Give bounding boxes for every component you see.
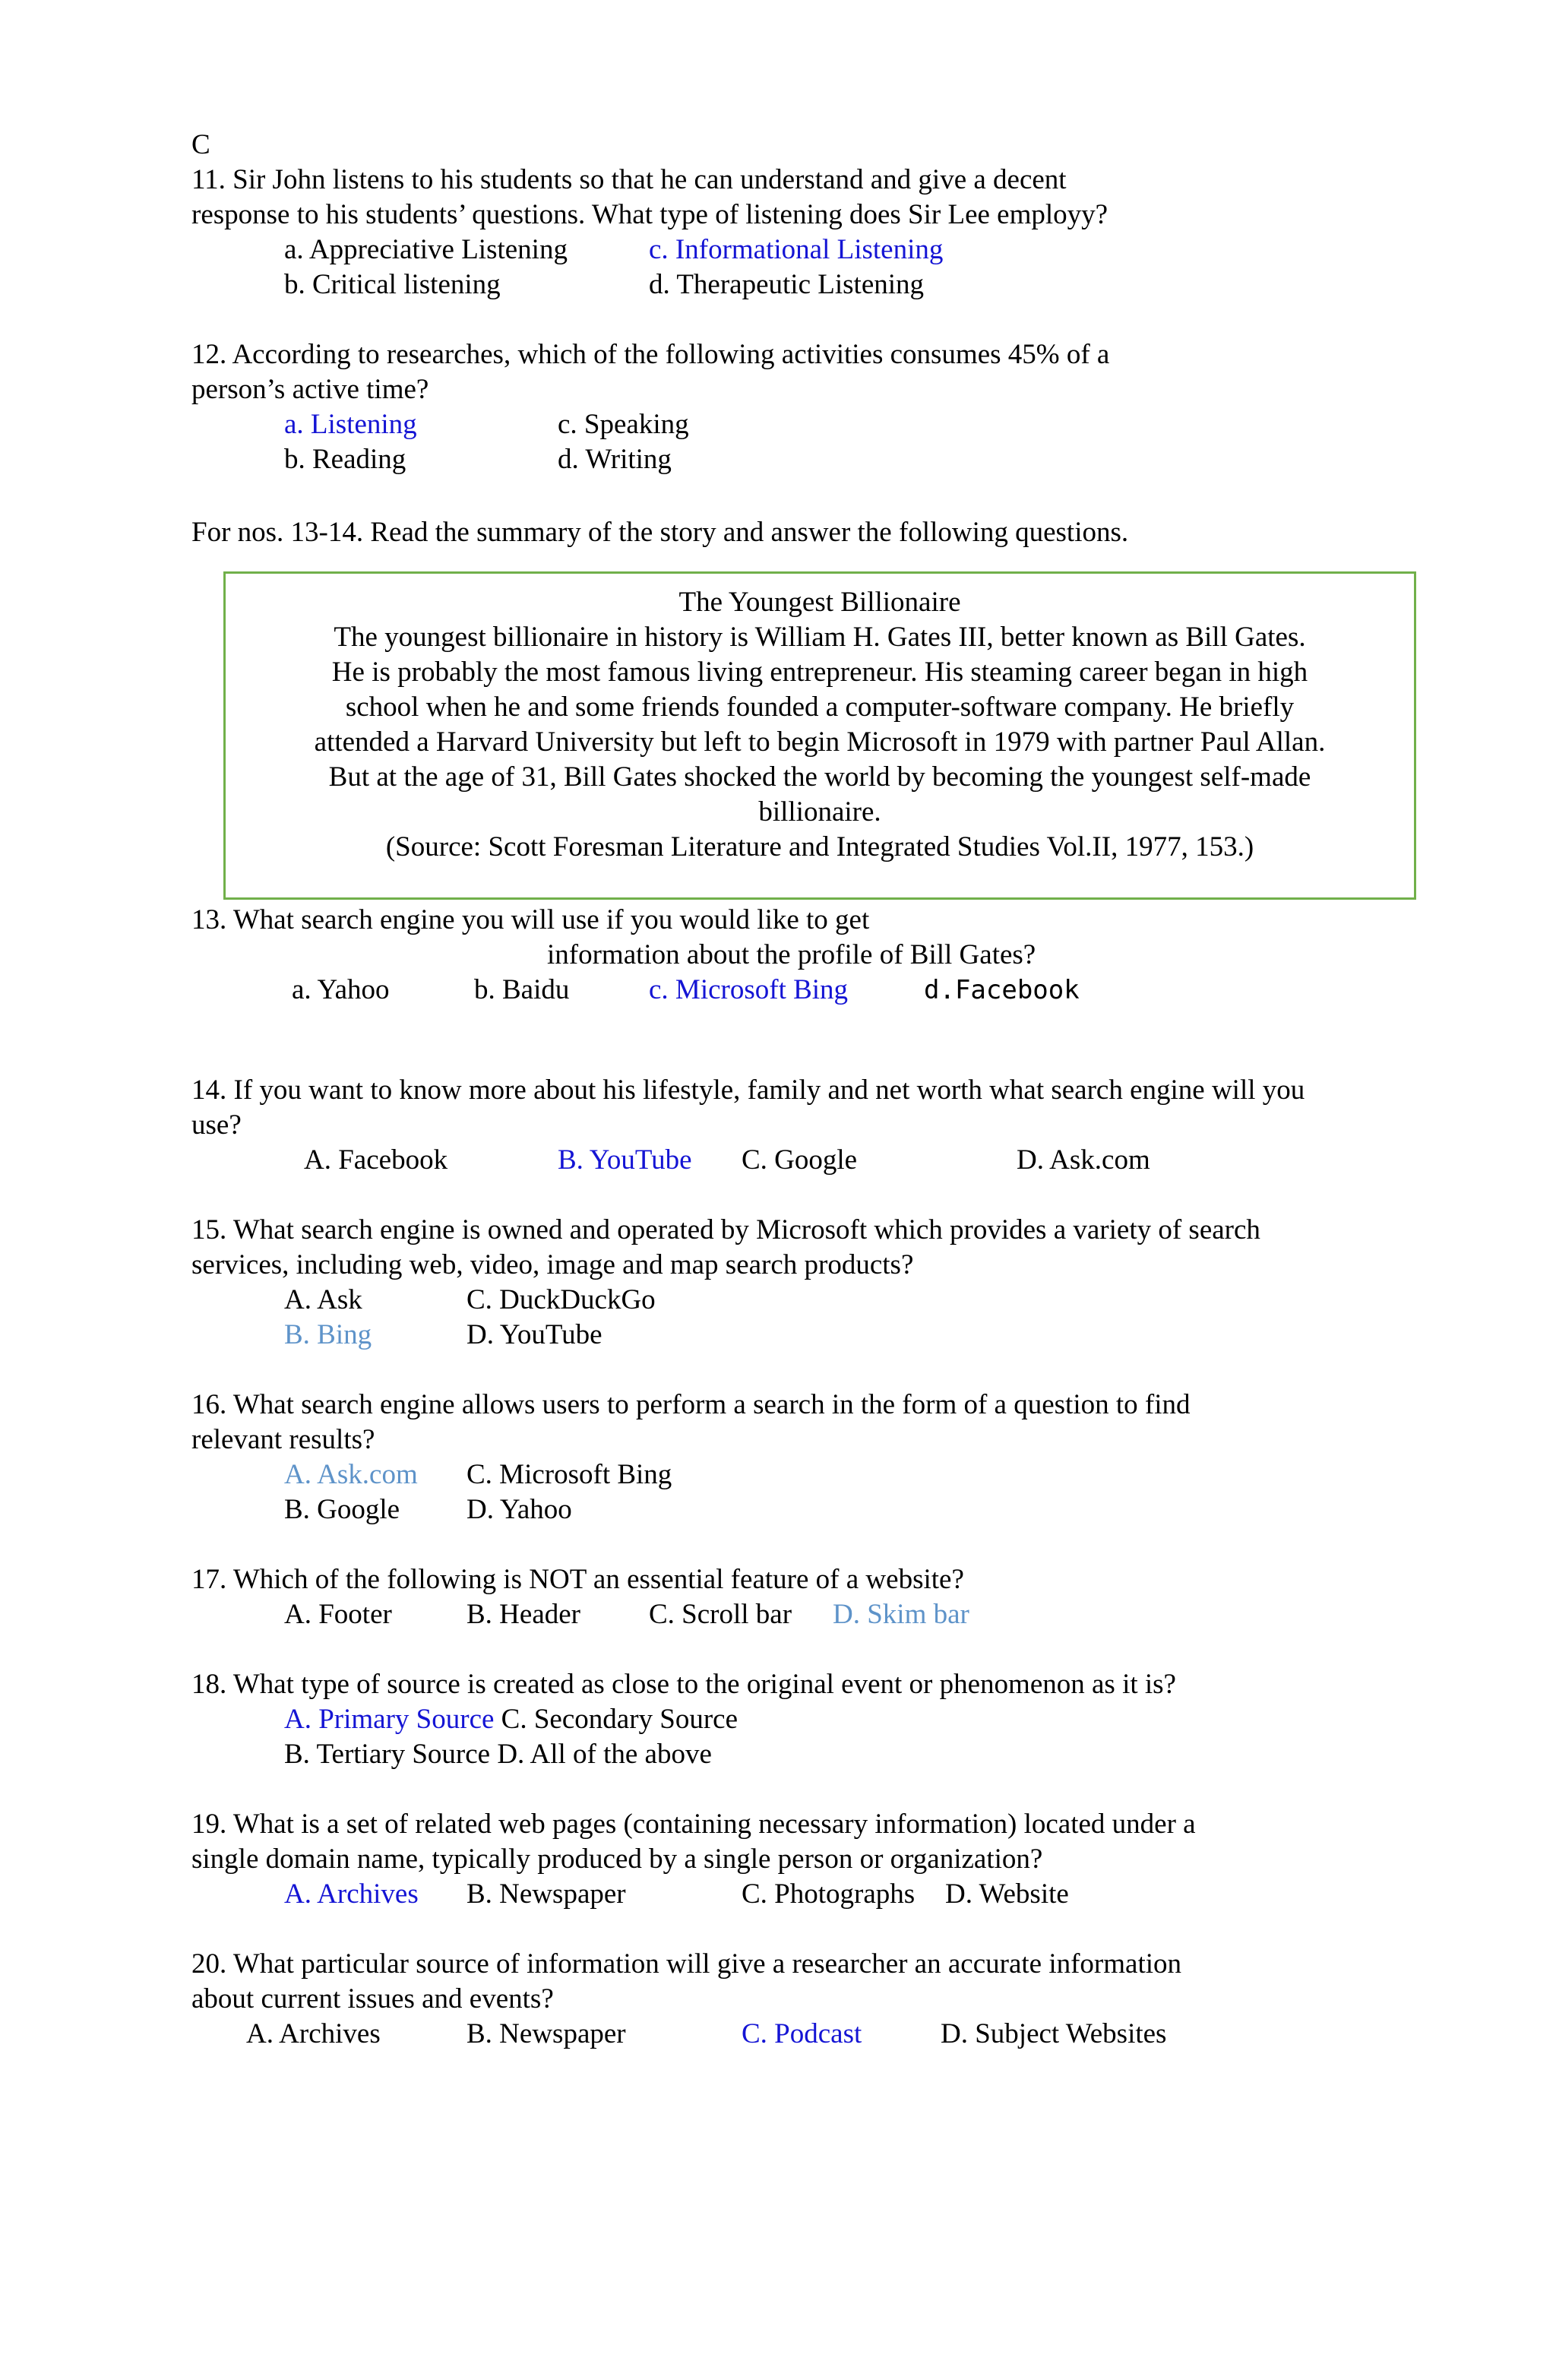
option-a[interactable]: A. Archives: [246, 2018, 381, 2049]
question-text: 12. According to researches, which of the following activities consumes 45% of a: [191, 339, 1110, 370]
option-d[interactable]: D. Yahoo: [466, 1494, 572, 1525]
option-d[interactable]: d. Writing: [558, 444, 672, 475]
option-a[interactable]: A. Footer: [284, 1599, 392, 1630]
option-d[interactable]: D. Subject Websites: [941, 2018, 1167, 2049]
story-title: The Youngest Billionaire: [678, 587, 961, 618]
question-text: person’s active time?: [191, 374, 429, 405]
question-text: 15. What search engine is owned and operated by Microsoft which provides a variety of search: [191, 1214, 1260, 1245]
story-line: school when he and some friends founded a computer-software company. He briefly: [345, 692, 1295, 723]
question-text: relevant results?: [191, 1424, 375, 1455]
question-text: 19. What is a set of related web pages (containing necessary information) located under a: [191, 1809, 1196, 1840]
story-line: The youngest billionaire in history is William H. Gates III, better known as Bill Gates.: [334, 622, 1306, 653]
question-text: single domain name, typically produced by a single person or organization?: [191, 1844, 1043, 1875]
story-line: billionaire.: [758, 796, 881, 828]
option-c[interactable]: c. Speaking: [558, 409, 689, 440]
option-b[interactable]: B. Google: [284, 1494, 400, 1525]
option-c[interactable]: C. Secondary Source: [501, 1704, 738, 1735]
option-a-answer[interactable]: A. Ask.com: [284, 1459, 418, 1490]
option-c[interactable]: C. Scroll bar: [649, 1599, 792, 1630]
question-text: 11. Sir John listens to his students so that he can understand and give a decent: [191, 164, 1067, 195]
option-c-answer[interactable]: c. Informational Listening: [649, 234, 944, 265]
option-b[interactable]: B. Newspaper: [466, 2018, 626, 2049]
option-b-answer[interactable]: B. Bing: [284, 1319, 372, 1350]
option-d[interactable]: D. Website: [945, 1878, 1069, 1910]
option-b[interactable]: b. Critical listening: [284, 269, 501, 300]
question-text: 14. If you want to know more about his lifestyle, family and net worth what search engine will you: [191, 1074, 1305, 1106]
question-text: information about the profile of Bill Gates?: [547, 939, 1036, 970]
question-text: about current issues and events?: [191, 1983, 554, 2014]
story-line: attended a Harvard University but left to begin Microsoft in 1979 with partner Paul Allan.: [314, 726, 1326, 758]
question-text: 13. What search engine you will use if you would like to get: [191, 904, 870, 935]
option-b[interactable]: b. Baidu: [474, 974, 570, 1005]
option-c[interactable]: C. DuckDuckGo: [466, 1284, 656, 1315]
story-source: (Source: Scott Foresman Literature and Integrated Studies Vol.II, 1977, 153.): [385, 831, 1254, 862]
option-a[interactable]: A. Facebook: [304, 1144, 448, 1176]
instructions: For nos. 13-14. Read the summary of the story and answer the following questions.: [191, 517, 1129, 548]
option-c[interactable]: C. Microsoft Bing: [466, 1459, 672, 1490]
question-text: 20. What particular source of information will give a researcher an accurate information: [191, 1948, 1182, 1980]
option-d[interactable]: d. Therapeutic Listening: [649, 269, 925, 300]
option-a[interactable]: a. Yahoo: [292, 974, 390, 1005]
option-a[interactable]: a. Appreciative Listening: [284, 234, 568, 265]
option-d[interactable]: d.Facebook: [924, 975, 1080, 1005]
option-a[interactable]: A. Ask: [284, 1284, 362, 1315]
option-c[interactable]: C. Google: [742, 1144, 858, 1176]
option-c-answer[interactable]: C. Podcast: [742, 2018, 862, 2049]
option-d[interactable]: D. YouTube: [466, 1319, 602, 1350]
question-text: use?: [191, 1109, 242, 1141]
question-text: services, including web, video, image and map search products?: [191, 1249, 914, 1280]
option-b[interactable]: b. Reading: [284, 444, 406, 475]
option-b-d[interactable]: B. Tertiary Source D. All of the above: [284, 1739, 712, 1770]
option-b[interactable]: B. Newspaper: [466, 1878, 626, 1910]
story-line: But at the age of 31, Bill Gates shocked the world by becoming the youngest self-made: [328, 761, 1311, 793]
option-a-answer[interactable]: A. Primary Source: [284, 1704, 495, 1735]
option-a-answer[interactable]: a. Listening: [284, 409, 417, 440]
question-text: response to his students’ questions. What type of listening does Sir Lee employy?: [191, 199, 1108, 230]
option-b[interactable]: B. Header: [466, 1599, 580, 1630]
option-a-answer[interactable]: A. Archives: [284, 1878, 419, 1910]
option-c-answer[interactable]: c. Microsoft Bing: [649, 974, 849, 1005]
answer-letter: C: [191, 129, 210, 160]
question-text: 16. What search engine allows users to perform a search in the form of a question to find: [191, 1389, 1191, 1420]
option-b-answer[interactable]: B. YouTube: [558, 1144, 692, 1176]
option-d-answer[interactable]: D. Skim bar: [833, 1599, 969, 1630]
option-row: [284, 1702, 738, 1737]
story-line: He is probably the most famous living entrepreneur. His steaming career began in high: [331, 657, 1308, 688]
option-d[interactable]: D. Ask.com: [1017, 1144, 1150, 1176]
option-c[interactable]: C. Photographs: [742, 1878, 916, 1910]
question-text: 17. Which of the following is NOT an essential feature of a website?: [191, 1564, 964, 1595]
question-text: 18. What type of source is created as close to the original event or phenomenon as it is?: [191, 1669, 1176, 1700]
